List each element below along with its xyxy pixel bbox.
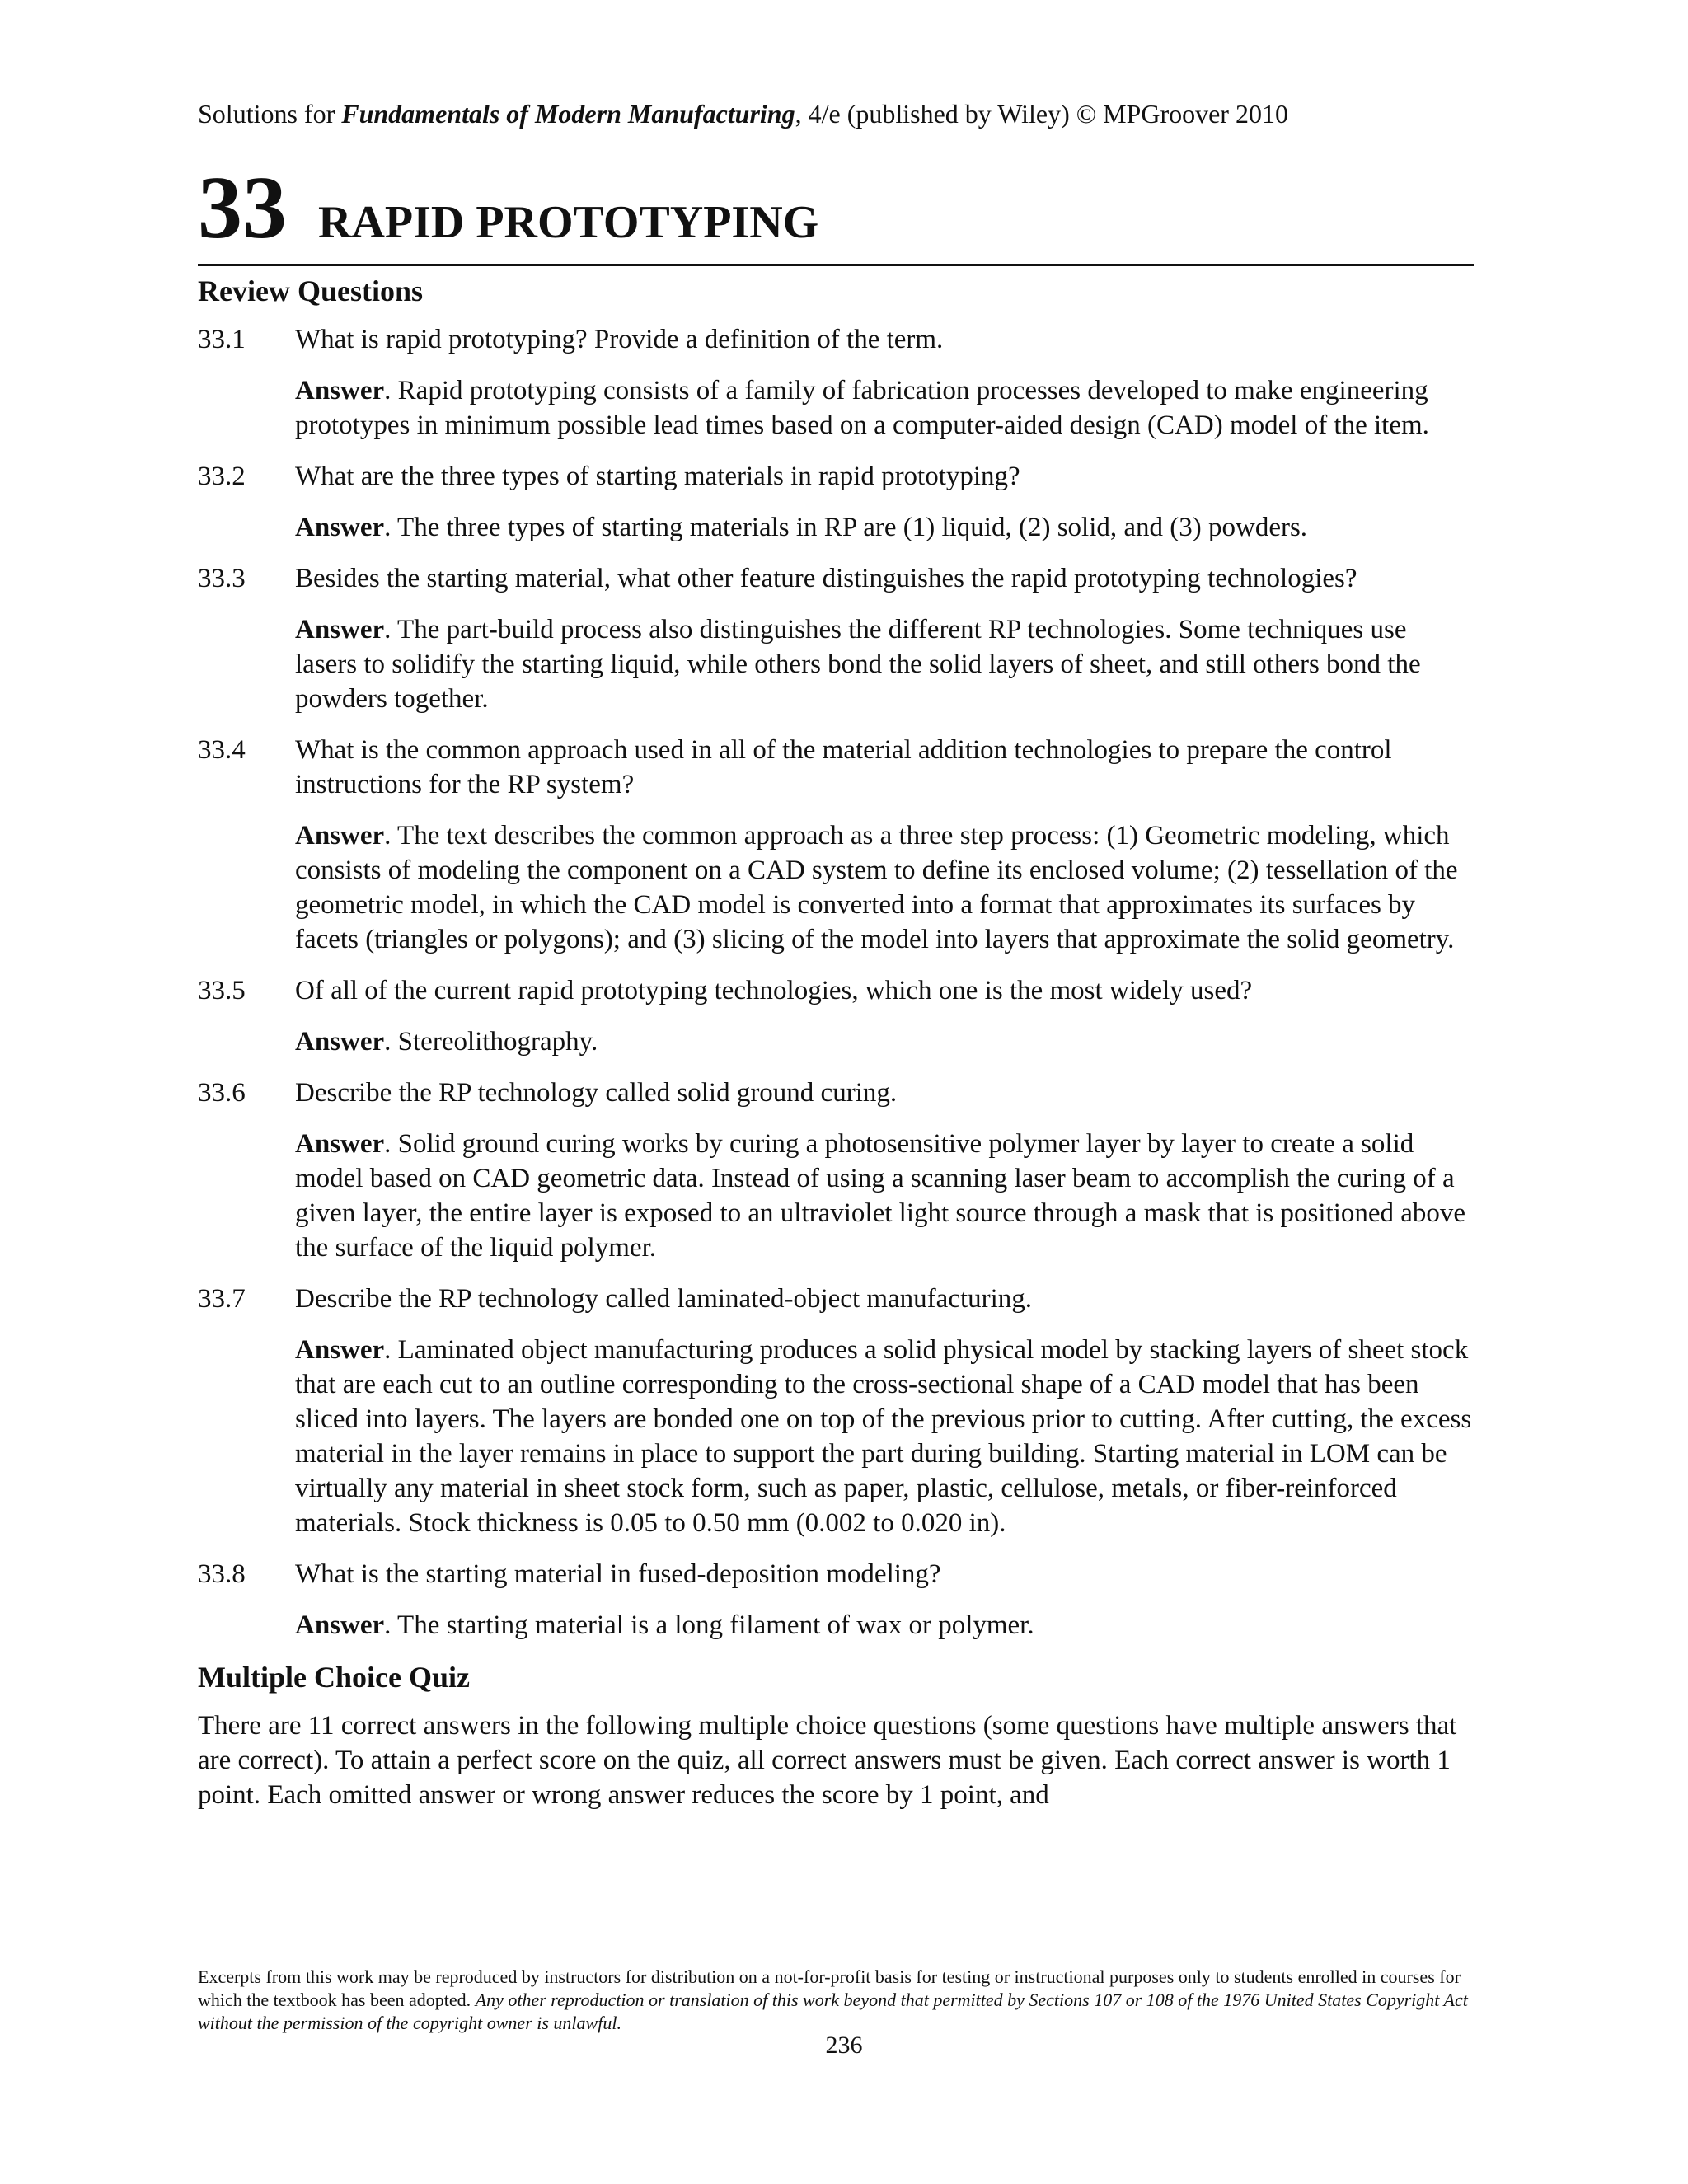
header-prefix: Solutions for (198, 99, 342, 129)
answer-text (295, 373, 1474, 443)
chapter-title: RAPID PROTOTYPING (318, 197, 819, 248)
question-text: Describe the RP technology called laminated-object manufacturing. (295, 1284, 1033, 1314)
answer-text (295, 1608, 1474, 1643)
answer-label: Answer (295, 615, 385, 644)
answer-label: Answer (295, 376, 385, 405)
answer-label: Answer (295, 513, 385, 542)
question-text: Of all of the current rapid prototyping technologies, which one is the most widely used? (295, 976, 1253, 1005)
answer-body: . The three types of starting materials in RP are (1) liquid, (2) solid, and (3) powders. (384, 513, 1308, 542)
copyright-footer (198, 1966, 1484, 2035)
answer-text (295, 1127, 1474, 1265)
document-page (198, 97, 1474, 1812)
answer-body: . The text describes the common approach as a three step process: (1) Geometric modeling, which consists of modeling the component on a CAD system to define its enclosed volume; (2) tessellation of the geometric model, in which the CAD model is converted into a format that approximates its surfaces by facets (triangles or polygons); and (3) slicing of the model into layers that approximate the solid geometry. (295, 821, 1458, 954)
answer-label: Answer (295, 1129, 385, 1159)
question-number: 33.3 (198, 564, 246, 593)
quiz-intro: There are 11 correct answers in the following multiple choice questions (some questions have multiple answers that are correct). To attain a perfect score on the quiz, all correct answers must be given. Each correct answer is worth 1 point. Each omitted answer or wrong answer reduces the score by 1 point, and (198, 1711, 1457, 1810)
answer-body: . The starting material is a long filament of wax or polymer. (384, 1610, 1034, 1640)
review-item (198, 733, 1474, 957)
answer-body: . Rapid prototyping consists of a family of fabrication processes developed to make engineering prototypes in minimum possible lead times based on a computer-aided design (CAD) model of the item. (295, 376, 1429, 440)
question-text: What is the common approach used in all of the material addition technologies to prepare the control instructions for the RP system? (295, 735, 1392, 799)
review-item (198, 1076, 1474, 1265)
question-number: 33.8 (198, 1559, 246, 1589)
question-number: 33.1 (198, 325, 246, 354)
header-suffix: , 4/e (published by Wiley) © MPGroover 2010 (795, 99, 1288, 129)
answer-text (295, 1333, 1474, 1540)
answer-label: Answer (295, 1610, 385, 1640)
question-number: 33.4 (198, 735, 246, 765)
running-header (198, 97, 1474, 130)
review-item (198, 459, 1474, 545)
review-item (198, 973, 1474, 1059)
answer-text (295, 818, 1474, 957)
question-number: 33.5 (198, 976, 246, 1005)
chapter-rule (198, 264, 1474, 266)
answer-body: . Laminated object manufacturing produces a solid physical model by stacking layers of sheet stock that are each cut to an outline corresponding to the cross-sectional shape of a CAD model that has been sliced into layers. The layers are bonded one on top of the previous prior to cutting. After cutting, the excess material in the layer remains in place to support the part during building. Starting material in LOM can be virtually any material in sheet stock form, such as paper, plastic, cellulose, metals, or fiber-reinforced materials. Stock thickness is 0.05 to 0.50 mm (0.002 to 0.020 in). (295, 1335, 1472, 1538)
answer-body: . Solid ground curing works by curing a photosensitive polymer layer by layer to create a solid model based on CAD geometric data. Instead of using a scanning laser beam to accomplish the curing of a given layer, the entire layer is exposed to an ultraviolet light source through a mask that is positioned above the surface of the liquid polymer. (295, 1129, 1466, 1263)
answer-label: Answer (295, 1335, 385, 1365)
chapter-heading (198, 159, 1474, 257)
answer-text (295, 510, 1474, 545)
review-item (198, 1557, 1474, 1643)
question-text: What is the starting material in fused-deposition modeling? (295, 1559, 941, 1589)
review-item (198, 322, 1474, 443)
question-text: What are the three types of starting materials in rapid prototyping? (295, 462, 1020, 491)
question-number: 33.6 (198, 1078, 246, 1108)
review-item (198, 1282, 1474, 1540)
footer-plain-text: Excerpts from this work may be reproduced by instructors for distribution on a not-for-profit basis for testing or instructional purposes only to students enrolled in courses for which the textbook has been adopted. (198, 1966, 1461, 2010)
answer-body: . Stereolithography. (384, 1027, 598, 1057)
footer-italic-text: Any other reproduction or translation of this work beyond that permitted by Sections 107 or 108 of the 1976 United States Copyright Act without the permission of the copyright owner is unlawful. (198, 1990, 1468, 2033)
quiz-heading: Multiple Choice Quiz (198, 1661, 470, 1694)
question-number: 33.7 (198, 1284, 246, 1314)
answer-text (295, 1024, 1474, 1059)
answer-label: Answer (295, 821, 385, 851)
answer-text (295, 612, 1474, 716)
question-number: 33.2 (198, 462, 246, 491)
question-text: Besides the starting material, what other feature distinguishes the rapid prototyping technologies? (295, 564, 1357, 593)
page-number: 236 (825, 2032, 863, 2059)
header-book-title: Fundamentals of Modern Manufacturing (341, 99, 795, 129)
chapter-number: 33 (198, 159, 287, 257)
answer-label: Answer (295, 1027, 385, 1057)
review-questions-heading: Review Questions (198, 274, 423, 307)
review-item (198, 561, 1474, 716)
question-text: What is rapid prototyping? Provide a definition of the term. (295, 325, 944, 354)
question-text: Describe the RP technology called solid ground curing. (295, 1078, 898, 1108)
answer-body: . The part-build process also distinguishes the different RP technologies. Some techniques use lasers to solidify the starting liquid, while others bond the solid layers of sheet, and still others bond the powders together. (295, 615, 1421, 714)
